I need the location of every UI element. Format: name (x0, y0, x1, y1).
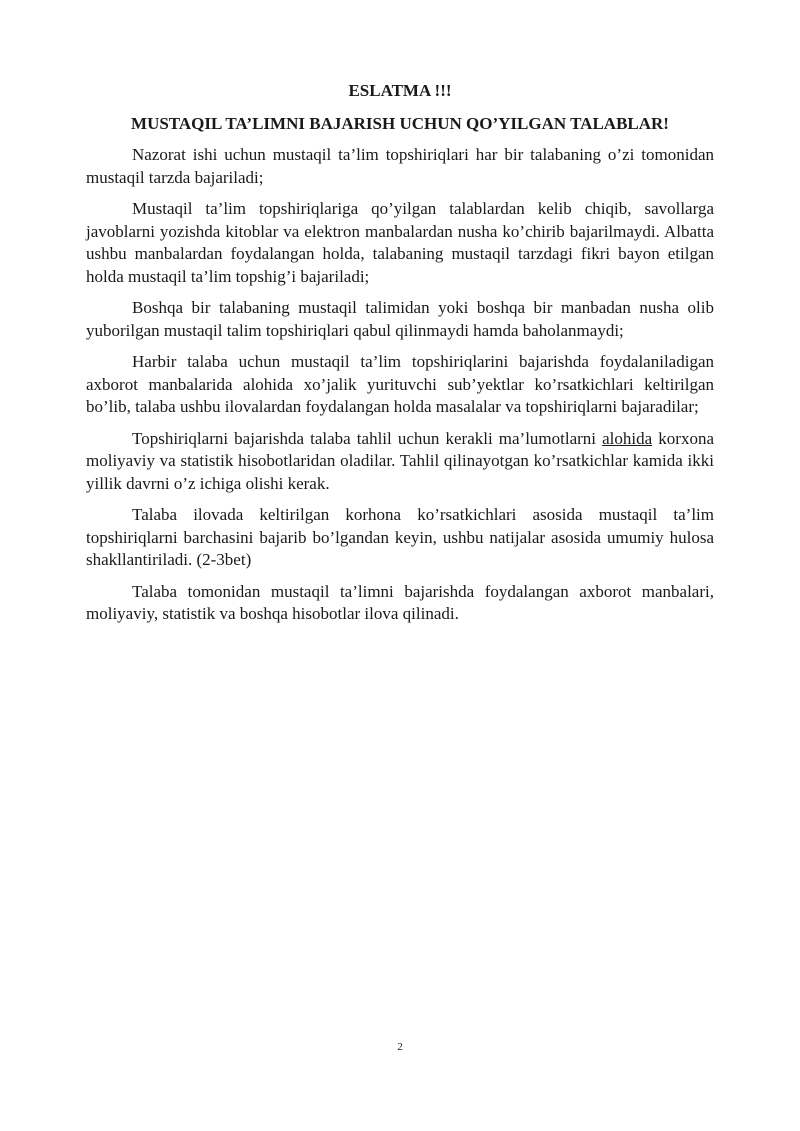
paragraph-4: Harbir talaba uchun mustaqil ta’lim topshiriqlarini bajarishda foydalaniladigan axborot manbalarida alohida xo’jalik yurituvchi sub’yektlar ko’rsatkichlari keltirilgan bo’lib, talaba ushbu ilovalardan foydalangan holda masalalar va topshiriqlarni bajaradilar; (86, 352, 714, 416)
document-page (86, 80, 714, 635)
document-title: ESLATMA !!! (348, 81, 452, 100)
paragraph-2: Mustaqil ta’lim topshiriqlariga qo’yilgan talablardan kelib chiqib, savollarga javoblarni yozishda kitoblar va elektron manbalardan nusha ko’chirib bajarilmaydi. Albatta ushbu manbalardan foydalangan holda, talabaning mustaqil tarzdagi fikri bayon etilgan holda mustaqil ta’lim topshig’i bajariladi; (86, 199, 714, 286)
paragraph-1: Nazorat ishi uchun mustaqil ta’lim topshiriqlari har bir talabaning o’zi tomonidan mustaqil tarzda bajariladi; (86, 145, 714, 187)
paragraph-5 (86, 428, 714, 496)
paragraph-5-text-after: korxona moliyaviy va statistik hisobotlaridan oladilar. Tahlil qilinayotgan ko’rsatkichlar kamida ikki yillik davrni o’z ichiga olishi kerak. (86, 428, 714, 493)
page-number: 2 (397, 1041, 403, 1053)
underlined-word: alohida (602, 428, 653, 448)
document-subtitle: MUSTAQIL TA’LIMNI BAJARISH UCHUN QO’YILGAN TALABLAR! (131, 114, 669, 133)
paragraph-5-text-before: Topshiriqlarni bajarishda talaba tahlil uchun kerakli ma’lumotlarni (132, 428, 603, 448)
paragraph-7: Talaba tomonidan mustaqil ta’limni bajarishda foydalangan axborot manbalari, moliyaviy, statistik va boshqa hisobotlar ilova qilinadi. (86, 581, 714, 623)
paragraph-6: Talaba ilovada keltirilgan korhona ko’rsatkichlari asosida mustaqil ta’lim topshiriqlarni barchasini bajarib bo’lgandan keyin, ushbu natijalar asosida umumiy hulosa shakllantiriladi. (2-3bet) (86, 505, 714, 569)
paragraph-3: Boshqa bir talabaning mustaqil talimidan yoki boshqa bir manbadan nusha olib yuborilgan mustaqil talim topshiriqlari qabul qilinmaydi hamda baholanmaydi; (86, 298, 714, 340)
